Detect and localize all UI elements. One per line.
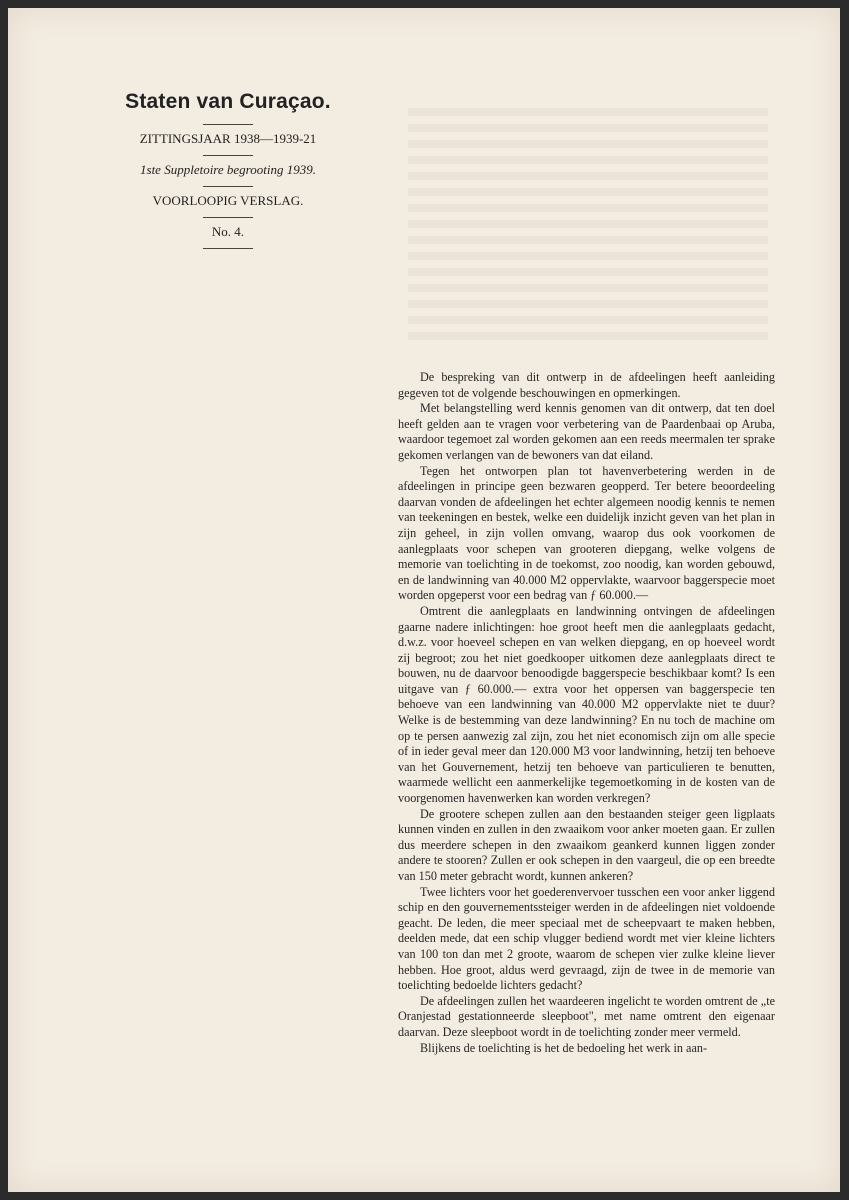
paragraph: Blijkens de toelichting is het de bedoeling het werk in aan- (420, 1040, 708, 1055)
report-type: VOORLOOPIG VERSLAG. (152, 193, 304, 208)
divider-rule (203, 248, 253, 249)
paragraph: De bespreking van dit ontwerp in de afdeelingen heeft aanleiding gegeven tot de volgende beschouwingen en opmerkingen. (398, 370, 775, 400)
divider-rule (203, 186, 253, 187)
document-page (8, 8, 840, 1192)
paragraph: Twee lichters voor het goederenvervoer tusschen een voor anker liggend schip en den gouvernementssteiger werden in de afdeelingen niet voldoende geacht. De leden, die meer speciaal met de scheepvaart te maken hebben, deelden mede, dat een schip vlugger bediend wordt met vier kleine lichters van 100 ton dan met 2 groote, waarom de schepen vier zulke kleine liever hebben. Hoe groot, aldus werd gevraagd, zijn de twee in de memorie van toelichting bedoelde lichters gedacht? (398, 884, 775, 993)
paragraph: De grootere schepen zullen aan den bestaanden steiger geen ligplaats kunnen vinden en zullen in den zwaaikom voor anker moeten gaan. Er zullen dus meerdere schepen in den zwaaikom geankerd kunnen liggen zonder andere te stooren? Zullen er ook schepen in den vaargeul, die op een breedte van 150 meter gebracht wordt, kunnen ankeren? (398, 806, 775, 883)
paragraph: De afdeelingen zullen het waardeeren ingelicht te worden omtrent de „te Oranjestad gestationneerde sleepboot", met name omtrent den eigenaar daarvan. Deze sleepboot wordt in de toelichting zonder meer vermeld. (398, 993, 775, 1039)
divider-rule (203, 124, 253, 125)
paragraph: Met belangstelling werd kennis genomen van dit ontwerp, dat ten doel heeft gelden aan te vragen voor verbetering van de Paardenbaai op Aruba, waardoor tegemoet zal worden gekomen aan een reeds meermalen ter sprake gekomen verlangen van de bewoners van dat eiland. (398, 401, 775, 462)
document-number: No. 4. (211, 224, 245, 239)
subtitle-line: 1ste Suppletoire begrooting 1939. (140, 162, 316, 177)
bleed-through-text (408, 108, 768, 348)
session-line: ZITTINGSJAAR 1938—1939-21 (139, 131, 317, 146)
paragraph: Omtrent die aanlegplaats en landwinning ontvingen de afdeelingen gaarne nadere inlichtingen: hoe groot heeft men die aanlegplaats gedacht, d.w.z. voor hoeveel schepen en van welken diepgang, en op hoeveel wordt zij begroot; zou het niet goedkooper uitkomen deze aanlegplaats direct te bouwen, nu de daarvoor benoodigde baggerspecie beschikbaar komt? Is een uitgave van ƒ 60.000.— extra voor het oppersen van baggerspecie ten behoeve van een landwinning van 40.000 M2 oppervlakte niet te duur? Welke is de bestemming van deze landwinning? En nu toch de machine om op te persen aanwezig zal zijn, zou het niet economisch zijn om alle specie of in ieder geval meer dan 120.000 M3 voor landwinning, hetzij ten behoeve van het Gouvernement, hetzij ten behoeve van particulieren te benutten, waarmede wellicht een aanmerkelijke tegemoetkoming in de kosten van de voorgenomen havenwerken kan worden verkregen? (398, 603, 775, 806)
document-title: Staten van Curaçao. (125, 90, 331, 113)
document-header (96, 90, 360, 249)
paragraph: Tegen het ontworpen plan tot havenverbetering werden in de afdeelingen in principe geen bezwaren geopperd. Ter betere beoordeeling daarvan vonden de afdeelingen het echter algemeen noodig kennis te nemen van teekeningen en bestek, welke een duidelijk inzicht geven van het plan in zijn geheel, in zijn vollen omvang, waarop dus ook voorkomen de aanlegplaats voor schepen van grooteren diepgang, welke volgens de memorie van toelichting in de toekomst, zoo noodig, kan worden gebouwd, en de landwinning van 40.000 M2 oppervlakte, waarvoor baggerspecie moet worden opgeperst voor een bedrag van ƒ 60.000.— (398, 463, 775, 603)
divider-rule (203, 155, 253, 156)
report-body (398, 370, 775, 1056)
divider-rule (203, 217, 253, 218)
